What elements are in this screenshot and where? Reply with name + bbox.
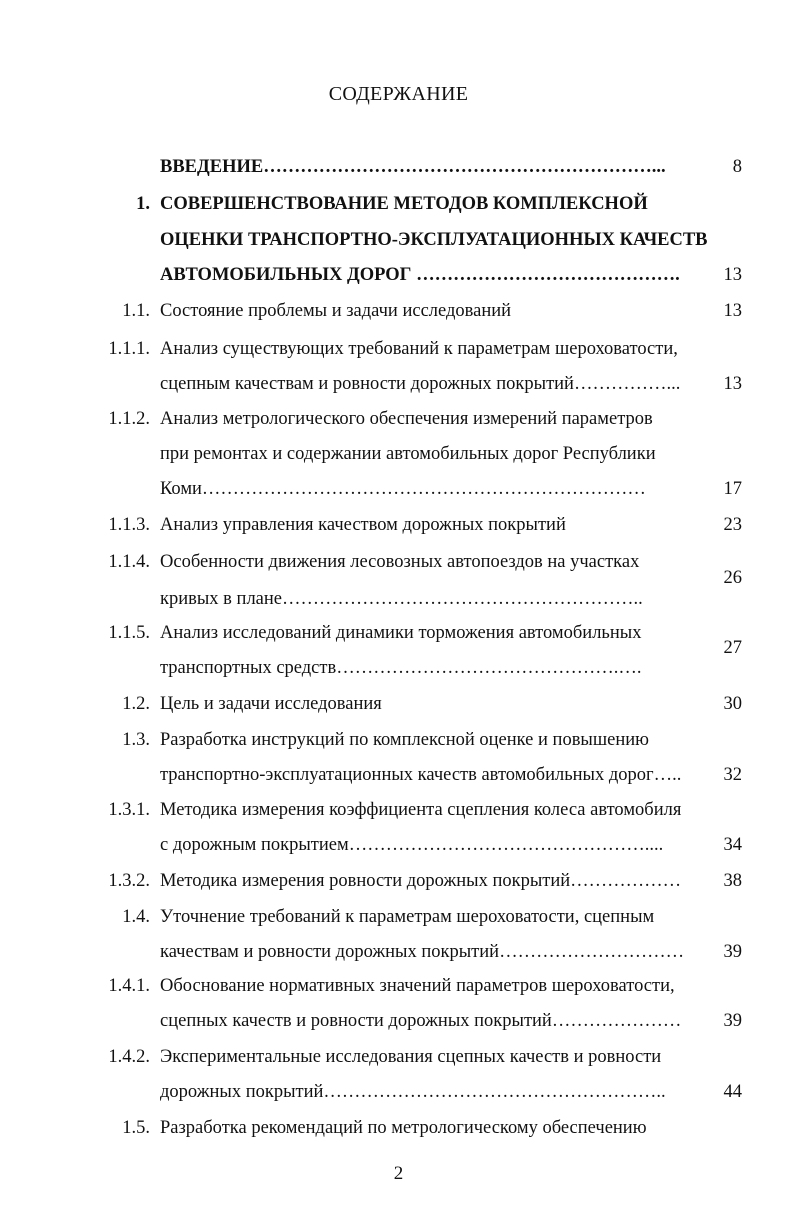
toc-entry-page: 34 [723, 835, 742, 855]
toc-entry-text: ВВЕДЕНИЕ………………………………………………………... [160, 157, 666, 177]
toc-entry-text: Разработка инструкций по комплексной оценке и повышению [160, 730, 649, 750]
toc-entry-text: кривых в плане………………………………………………….. [160, 589, 643, 609]
page-number: 2 [393, 1163, 404, 1184]
toc-entry-number: 1.4.2. [108, 1047, 150, 1067]
toc-entry-number: 1.4.1. [108, 976, 150, 996]
toc-entry-text: Уточнение требований к параметрам шероховатости, сцепным [160, 907, 655, 927]
toc-entry-page: 39 [723, 942, 742, 962]
toc-entry-number: 1.1. [122, 301, 150, 321]
toc-entry-text: с дорожным покрытием………………………………………….... [160, 835, 664, 855]
toc-entry-text: Анализ существующих требований к параметрам шероховатости, [160, 339, 678, 359]
toc-entry-text: Экспериментальные исследования сцепных качеств и ровности [160, 1047, 662, 1067]
toc-entry-text: Методика измерения ровности дорожных покрытий……………… [160, 871, 682, 891]
toc-entry-text: Анализ метрологического обеспечения измерений параметров [160, 409, 653, 429]
toc-entry-page: 23 [723, 515, 742, 535]
toc-entry-text: сцепным качествам и ровности дорожных покрытий……………... [160, 374, 681, 394]
toc-entry-number: 1.1.4. [108, 552, 150, 572]
toc-entry-text: транспортных средств……………………………………….…. [160, 658, 642, 678]
toc-entry-text: при ремонтах и содержании автомобильных дорог Республики [160, 444, 656, 464]
page-title: СОДЕРЖАНИЕ [328, 83, 469, 105]
toc-entry-number: 1.3.2. [108, 871, 150, 891]
toc-entry-text: Анализ исследований динамики торможения автомобильных [160, 623, 642, 643]
toc-entry-text: Разработка рекомендаций по метрологическому обеспечению [160, 1118, 647, 1138]
toc-entry-text: Методика измерения коэффициента сцепления колеса автомобиля [160, 800, 682, 820]
toc-entry-text: Состояние проблемы и задачи исследований [160, 301, 512, 321]
toc-entry-text: дорожных покрытий……………………………………………….. [160, 1082, 666, 1102]
toc-entry-number: 1.1.5. [108, 623, 150, 643]
toc-entry-page: 32 [723, 765, 742, 785]
toc-entry-page: 44 [723, 1082, 742, 1102]
toc-entry-number: 1.5. [122, 1118, 150, 1138]
toc-entry-page: 13 [723, 301, 742, 321]
toc-entry-number: 1.3. [122, 730, 150, 750]
toc-entry-page: 8 [732, 157, 742, 177]
toc-entry-page: 26 [723, 568, 742, 588]
toc-entry-text: Особенности движения лесовозных автопоездов на участках [160, 552, 640, 572]
toc-entry-page: 30 [723, 694, 742, 714]
toc-entry-text: Цель и задачи исследования [160, 694, 382, 714]
toc-entry-text: Коми……………………………………………………………… [160, 479, 646, 499]
toc-entry-text: транспортно-эксплуатационных качеств автомобильных дорог….. [160, 765, 682, 785]
toc-entry-page: 38 [723, 871, 742, 891]
toc-entry-text: Обоснование нормативных значений параметров шероховатости, [160, 976, 675, 996]
toc-entry-text: СОВЕРШЕНСТВОВАНИЕ МЕТОДОВ КОМПЛЕКСНОЙ [160, 194, 648, 214]
toc-entry-text: качествам и ровности дорожных покрытий………………………… [160, 942, 685, 962]
toc-entry-number: 1.1.3. [108, 515, 150, 535]
toc-entry-text: Анализ управления качеством дорожных покрытий [160, 515, 566, 535]
toc-entry-number: 1.1.1. [108, 339, 150, 359]
toc-entry-text: ОЦЕНКИ ТРАНСПОРТНО-ЭКСПЛУАТАЦИОННЫХ КАЧЕСТВ [160, 230, 708, 250]
toc-entry-number: 1.1.2. [108, 409, 150, 429]
toc-entry-text: АВТОМОБИЛЬНЫХ ДОРОГ ……………………………………. [160, 265, 680, 285]
toc-entry-page: 27 [723, 638, 742, 658]
toc-entry-text: сцепных качеств и ровности дорожных покрытий………………… [160, 1011, 682, 1031]
toc-entry-number: 1.2. [122, 694, 150, 714]
toc-entry-page: 39 [723, 1011, 742, 1031]
toc-entry-page: 13 [723, 374, 742, 394]
toc-entry-number: 1.3.1. [108, 800, 150, 820]
toc-entry-page: 13 [723, 265, 742, 285]
toc-entry-page: 17 [723, 479, 742, 499]
toc-entry-number: 1.4. [122, 907, 150, 927]
toc-entry-number: 1. [136, 194, 150, 214]
